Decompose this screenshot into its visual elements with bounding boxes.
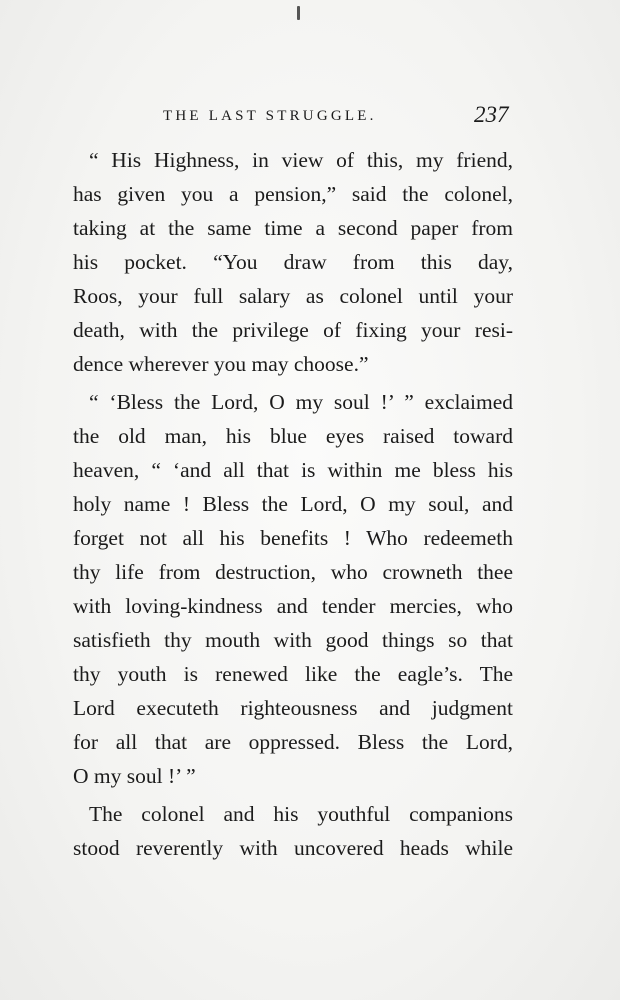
text-line: forget not all his benefits ! Who redeemeth xyxy=(73,526,513,550)
text-line: O my soul !’ ” xyxy=(73,764,196,788)
running-title: THE LAST STRUGGLE. xyxy=(163,108,377,124)
text-line: “ ‘Bless the Lord, O my soul !’ ” exclaimed xyxy=(89,390,513,414)
page-number: 237 xyxy=(474,102,509,127)
text-line: stood reverently with uncovered heads while xyxy=(73,836,513,860)
page-header xyxy=(0,102,620,134)
text-line: holy name ! Bless the Lord, O my soul, and xyxy=(73,492,513,516)
body-text xyxy=(73,143,513,865)
text-line: thy life from destruction, who crowneth thee xyxy=(73,560,513,584)
paragraph xyxy=(73,797,513,865)
text-line: thy youth is renewed like the eagle’s. The xyxy=(73,662,513,686)
text-line: satisfieth thy mouth with good things so that xyxy=(73,628,513,652)
text-line: death, with the privilege of fixing your resi- xyxy=(73,318,513,342)
paragraph xyxy=(73,385,513,793)
text-line: taking at the same time a second paper from xyxy=(73,216,513,240)
text-line: has given you a pension,” said the colonel, xyxy=(73,182,513,206)
text-line: with loving-kindness and tender mercies, who xyxy=(73,594,513,618)
text-line: his pocket. “You draw from this day, xyxy=(73,250,513,274)
text-line: for all that are oppressed. Bless the Lord, xyxy=(73,730,513,754)
page-blemish xyxy=(297,6,300,20)
text-line: heaven, “ ‘and all that is within me bless his xyxy=(73,458,513,482)
text-line: The colonel and his youthful companions xyxy=(89,802,513,826)
text-line: Roos, your full salary as colonel until your xyxy=(73,284,513,308)
text-line: dence wherever you may choose.” xyxy=(73,352,369,376)
paragraph xyxy=(73,143,513,381)
text-line: “ His Highness, in view of this, my friend, xyxy=(89,148,513,172)
text-line: the old man, his blue eyes raised toward xyxy=(73,424,513,448)
text-line: Lord executeth righteousness and judgment xyxy=(73,696,513,720)
